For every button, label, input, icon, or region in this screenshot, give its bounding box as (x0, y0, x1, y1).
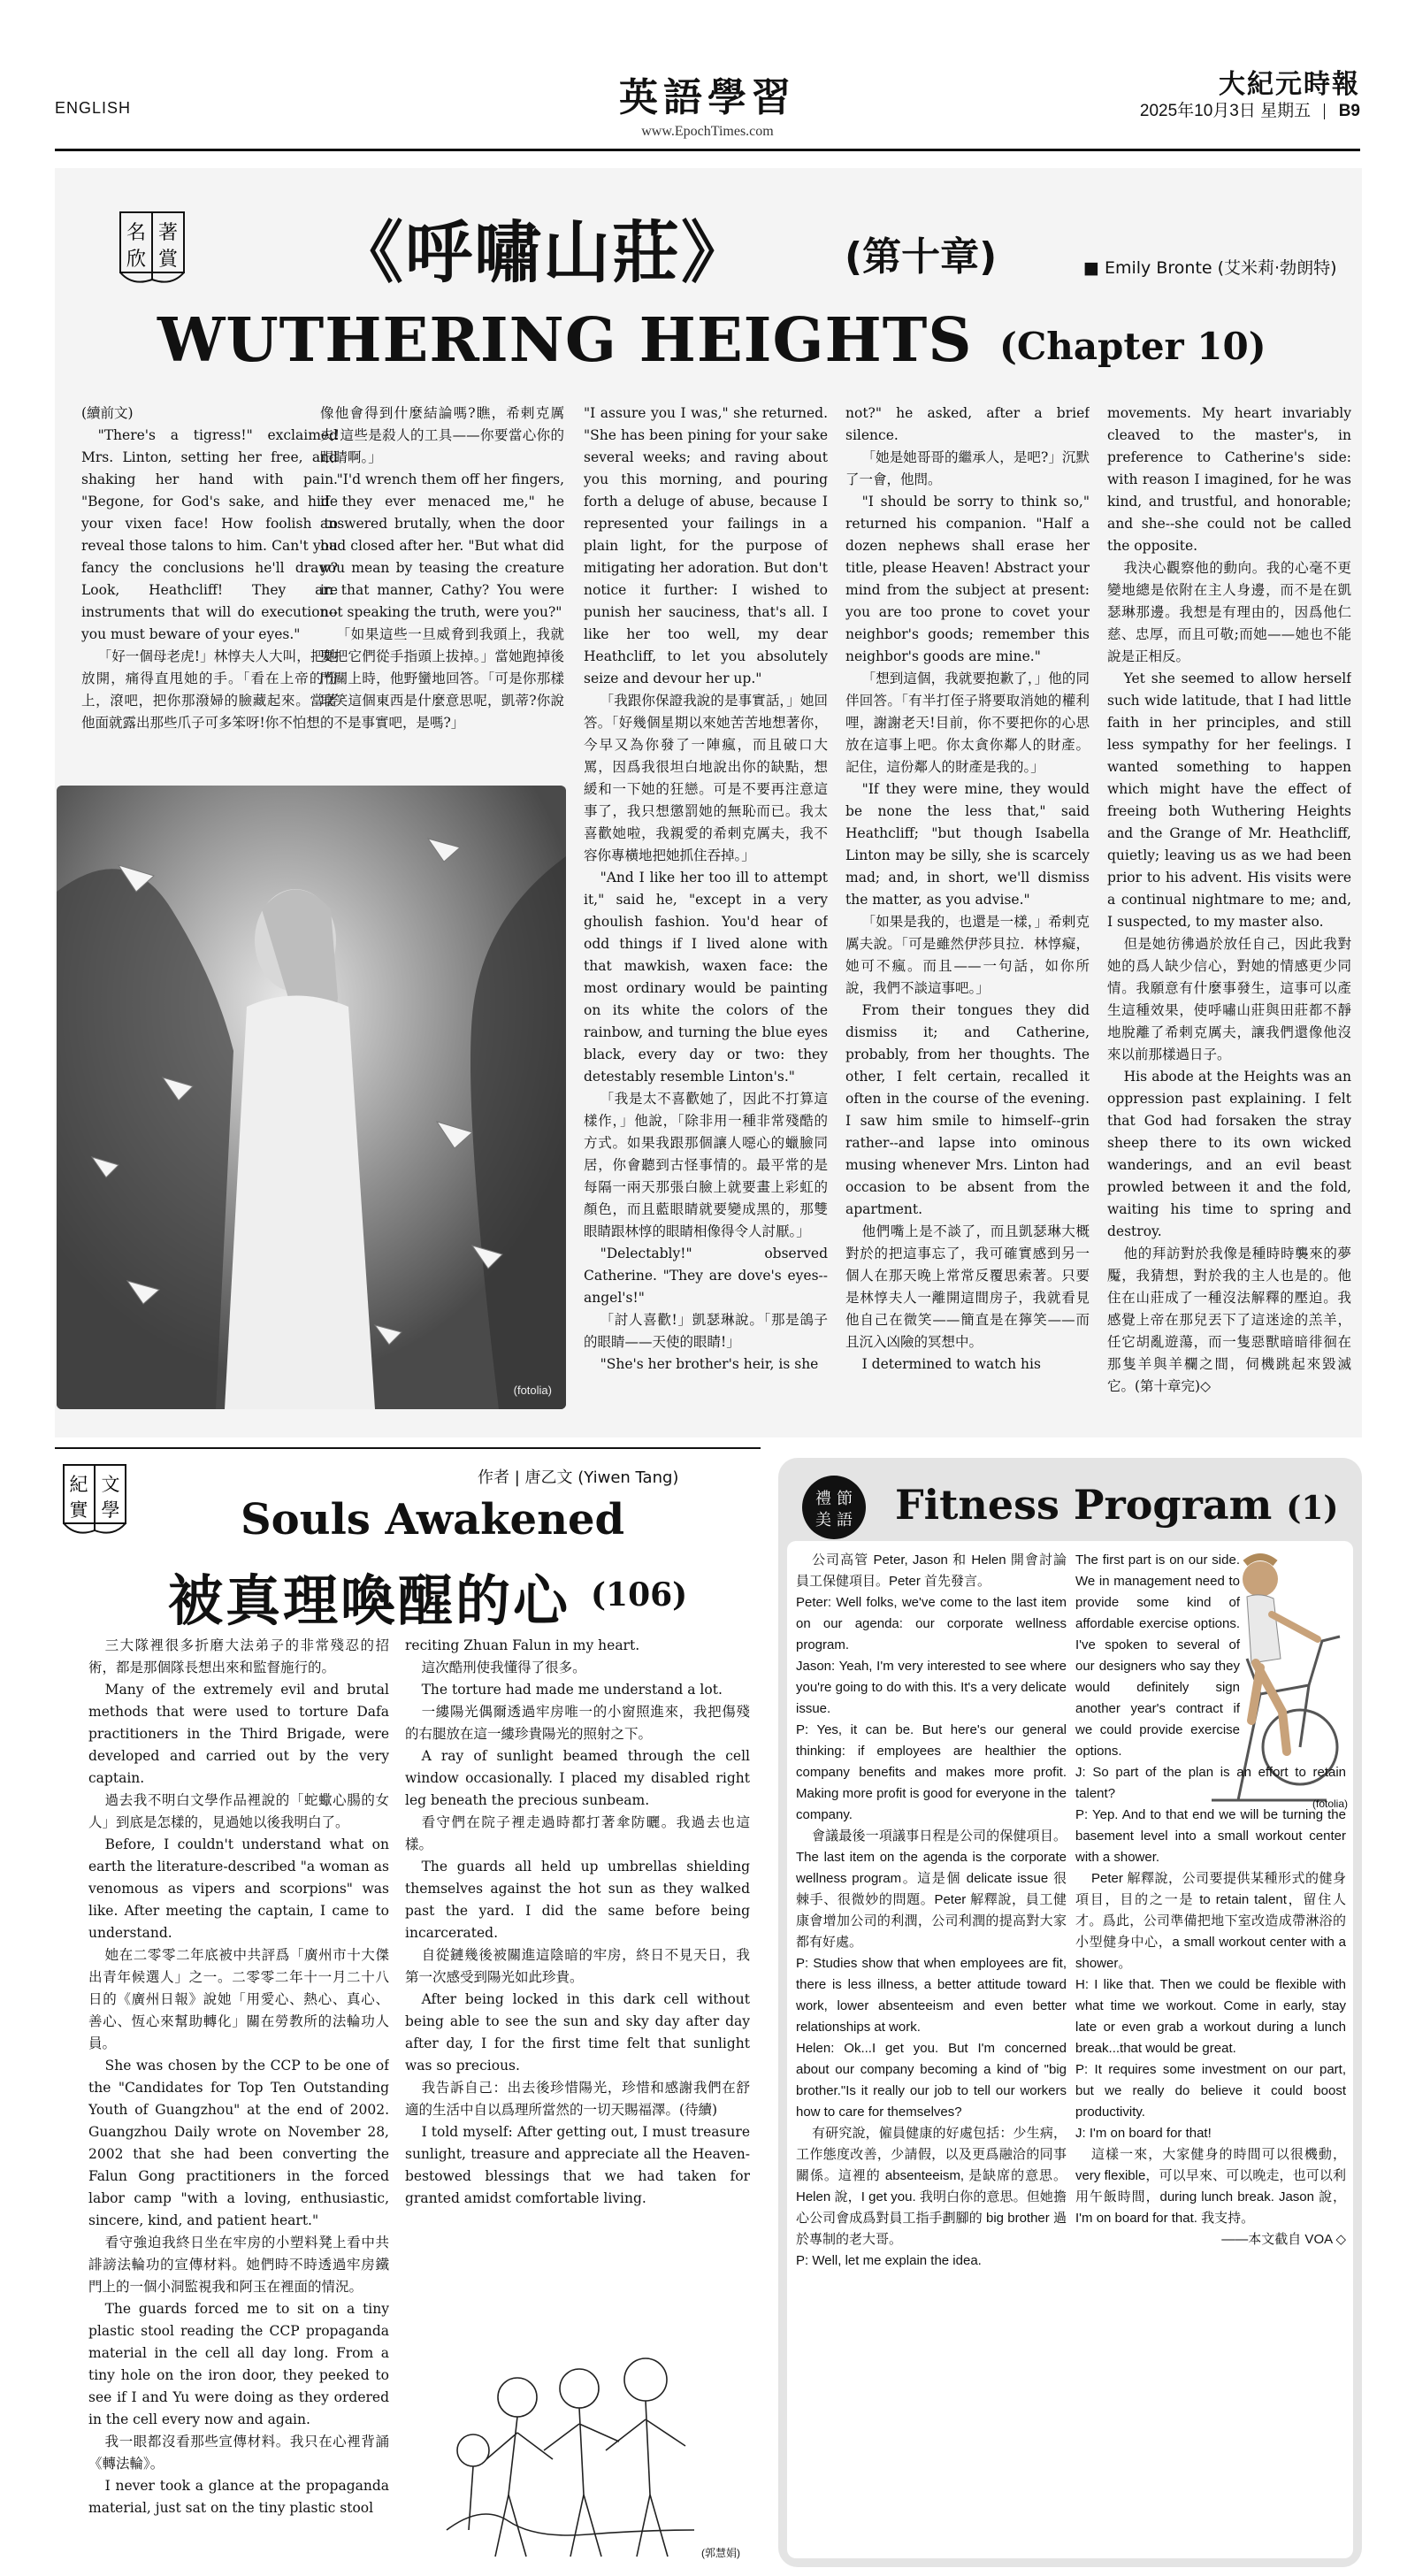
paragraph: "She's her brother's heir, is she (600, 1356, 819, 1372)
image-credit: (fotolia) (513, 1384, 552, 1397)
paragraph: not?" he asked, after a brief silence. (845, 405, 1090, 443)
paragraph: 「如果這些一旦威脅到我頭上，我就要把它們從手指頭上拔掉。」當她跑掉後門關上時，他野蠻地回答。「可是你那樣取笑這個東西是什麼意思呢，凱蒂?你說的不是事實吧，是嗎?」 (320, 626, 564, 731)
paragraph: His abode at the Heights was an oppression past explaining. I felt that God had forsaken the stray sheep there to its own wicked wanderings, and an evil beast prowled between it and the fold, waiting his time to spring and destroy. (1107, 1069, 1351, 1239)
paragraph: "Delectably!" observed Catherine. "They are dove's eyes--angel's!" (584, 1246, 828, 1306)
article-title-en: Souls Awakened (241, 1495, 625, 1545)
paragraph: The guards all held up umbrellas shielding themselves against the hot sun as they walked past the yard. I did the same before being incarcerated. (405, 1859, 750, 1941)
dialogue-line: P: Well, let me explain the idea. (796, 2253, 982, 2268)
paragraph: 三大隊裡很多折磨大法弟子的非常殘忍的招術，都是那個隊長想出來和監督施行的。 (88, 1637, 389, 1675)
image-credit: (fotolia) (1312, 1798, 1348, 1810)
paragraph: She was chosen by the CCP to be one of the "Candidates for Top Ten Outstanding Youth of Guangzhou" at the end of 2002. Guangzhou Daily wrote on November 28, 2002 that she had been converting the Falun Gong practitioners in the forced labor camp "with a loving, enthusiastic, sincere, kind, and patient heart." (88, 2058, 389, 2228)
paragraph: From their tongues they did dismiss it; and Catherine, probably, from her thoughts. The other, I felt certain, recalled it often in the course of the evening. I saw him smile to himself--grin rather--and lapse into ominous musing whenever Mrs. Linton had occasion to be absent from the apartment. (845, 1002, 1090, 1217)
paragraph: 「她是她哥哥的繼承人，是吧?」沉默了一會，他問。 (845, 449, 1090, 487)
paragraph: "And I like her too ill to attempt it," said he, "except in a very ghoulish fashion. You'd hear of odd things if I lived alone with that mawkish, waxen face: the most ordinary would be painting on its white the colors of the rainbow, and turning the blue eyes black, every day or two: they detestably resemble Linton's." (584, 870, 828, 1085)
badge-char-4: 賞 (157, 249, 179, 271)
dialogue-line: J: So part of the plan is an effort to retain talent? (1075, 1765, 1346, 1801)
paragraph: Peter 解釋說，公司要提供某種形式的健身項目，目的之一是 to retain talent，留住人才。爲此，公司準備把地下室改造成帶淋浴的小型健身中心，a small workout center with a shower。 (1075, 1871, 1346, 1971)
paragraph: movements. My heart invariably cleaved to the master's, in preference to Catherine's side: with reason I imagined, for he was kind, and trustful, and honorable; and she--she could not be called the opposite. (1107, 405, 1351, 554)
wh-column-4 (845, 402, 1090, 1420)
paragraph: 「我是太不喜歡她了，因此不打算這樣作，」他說，「除非用一種非常殘酷的方式。如果我跟那個讓人噁心的蠟臉同居，你會聽到古怪事情的。最平常的是每隔一兩天那張白臉上就要畫上彩虹的顏色，而且藍眼睛就要變成黑的，那雙眼睛跟林惇的眼睛相像得令人討厭。」 (584, 1091, 828, 1239)
paragraph: 這次酷刑使我懂得了很多。 (421, 1660, 586, 1675)
author-credit: ■ Emily Bronte (艾米莉‧勃朗特) (1083, 258, 1337, 278)
paragraph: reciting Zhuan Falun in my heart. (405, 1637, 640, 1653)
paragraph: 我決心觀察他的動向。我的心毫不更變地總是依附在主人身邊，而不是在凱瑟琳那邊。我想是有理由的，因爲他仁慈、忠厚，而且可敬;而她——她也不能說是正相反。 (1107, 560, 1351, 664)
woman-with-paper-cranes-image (57, 786, 566, 1409)
source-note: ——本文截自 VOA ◇ (1221, 2232, 1346, 2247)
classic-appreciation-badge (115, 205, 189, 287)
paragraph: 我一眼都沒看那些宣傳材料。我只在心裡背誦《轉法輪》。 (88, 2434, 389, 2472)
newspaper-name: 大紀元時報 (1219, 69, 1360, 100)
paragraph: 一縷陽光偶爾透過牢房唯一的小窗照進來，我把傷殘的右腿放在這一縷珍貴陽光的照射之下。 (405, 1704, 750, 1742)
paragraph: 看守們在院子裡走過時都打著傘防曬。我過去也這樣。 (405, 1814, 750, 1852)
badge-char-2: 文 (101, 1474, 120, 1495)
article-title-en: WUTHERING HEIGHTS (157, 305, 973, 376)
article-title-zh: 被真理喚醒的心 (168, 1568, 571, 1633)
page-title: 英語學習 (619, 75, 796, 120)
fp-column-1 (796, 1550, 1067, 2558)
wh-column-1 (81, 402, 338, 774)
badge-char-1: 名 (126, 222, 147, 244)
section-divider (55, 1447, 761, 1449)
wh-column-5 (1107, 402, 1351, 1420)
sa-column-2 (405, 1635, 750, 2320)
paragraph: Before, I couldn't understand what on earth the literature-described "a woman as venomous as vipers and scorpions" was like. After meeting the captain, I came to understand. (88, 1836, 389, 1941)
badge-char-3: 欣 (126, 249, 147, 271)
paragraph: 但是她彷彿過於放任自己，因此我對她的爲人缺少信心，對她的情感更少同情。我願意有什麼事發生，這事可以產生這種效果，使呼嘯山莊與田莊都不靜地脫離了希剌克厲夫，讓我們還像他沒來以前那樣過日子。 (1107, 936, 1351, 1062)
paragraph: 過去我不明白文學作品裡說的「蛇蠍心腸的女人」到底是怎樣的，見過她以後我明白了。 (88, 1792, 389, 1830)
paragraph: 自從鏈幾後被關進這陰暗的牢房，終日不見天日，我第一次感受到陽光如此珍貴。 (405, 1947, 750, 1985)
paragraph: "There's a tigress!" exclaimed Mrs. Linton, setting her free, and shaking her hand with pain. "Begone, for God's sake, and hide your vixen face! How foolish to reveal those talons to him. Can't you fancy the conclusions he'll draw? Look, Heathcliff! They are instruments that will do execution--you must beware of your eyes." (81, 427, 338, 642)
dialogue-line: P: It requires some investment on our part, but we really do believe it could boost productivity. (1075, 2062, 1346, 2120)
dialogue-line: The first part is on our side. We in management need to provide some kind of affordable exercise options. I've spoken to several of our designers who say they would definitely sign another year's contract if we could provide exercise options. (1075, 1552, 1240, 1759)
badge-char-4: 學 (101, 1499, 120, 1521)
paragraph: The torture had made me understand a lot. (421, 1682, 723, 1698)
dialogue-line: H: I like that. Then we could be flexible with what time we workout. Come in early, stay late or even grab a workout during a lunch break...that would be great. (1075, 1977, 1346, 2056)
dialogue-line: Helen: Ok...I get you. But I'm concerned about our company becoming a kind of "big brother."Is it really our job to tell our workers how to care for themselves? (796, 2041, 1067, 2120)
image-credit: (郭慧娟) (701, 2547, 740, 2559)
sa-column-1 (88, 1635, 389, 2567)
author-byline: 作者 | 唐乙文 (Yiwen Tang) (478, 1468, 679, 1487)
date-text: 2025年10月3日 星期五 (1139, 102, 1312, 120)
paragraph: The guards forced me to sit on a tiny plastic stool reading the CCP propaganda material in the cell all day long. From a tiny hole on the iron door, they peeked to see if I and Yu were doing as they ordered in the cell every now and again. (88, 2301, 389, 2427)
paragraph: I never took a glance at the propaganda material, just sat on the tiny plastic stool (88, 2478, 389, 2516)
page-number: B9 (1338, 102, 1360, 120)
dialogue-line: P: Studies show that when employees are fit, there is less illness, a better attitude toward work, lower absenteeism and even better relationships at work. (796, 1956, 1067, 2035)
article-title-text: Fitness Program (895, 1481, 1273, 1529)
paragraph: 我告訴自己：出去後珍惜陽光，珍惜和感謝我們在舒適的生活中自以爲理所當然的一切天賜福澤。(待續) (405, 2080, 750, 2118)
paragraph: 他的拜訪對於我像是種時時襲來的夢魘，我猜想，對於我的主人也是的。他住在山莊成了一種沒法解釋的壓迫。我感覺上帝在那兒丟下了這迷途的羔羊，任它胡亂遊蕩，而一隻惡獸暗暗徘徊在那隻羊與羊欄之間，伺機跳起來毀滅它。(第十章完)◇ (1107, 1246, 1351, 1394)
paragraph: 他們嘴上是不談了，而且凱瑟琳大概對於的把這事忘了，我可確實感到另一個人在那天晚上常常反覆思索著。只要是林惇夫人一離開這間房子，我就看見他自己在微笑——簡直是在獰笑——而且沉入凶險的冥想中。 (845, 1223, 1090, 1350)
paragraph: 有研究說，僱員健康的好處包括：少生病，工作態度改善，少請假，以及更爲融洽的同事關係。這裡的 absenteeism, 是缺席的意思。Helen 說，I get you. 我明白你的意思。但她擔心公司會成爲對員工指手劃腳的 big brother 過於專制的老大哥。 (796, 2126, 1067, 2247)
paragraph: "I'd wrench them off her fingers, if they ever menaced me," he answered brutally, when the door had closed after her. "But what did you mean by teasing the creature in that manner, Cathy? You were not speaking the truth, were you?" (320, 472, 564, 620)
paragraph: I determined to watch his (861, 1356, 1041, 1372)
paragraph: 看守強迫我終日坐在牢房的小塑料凳上看中共誹謗法輪功的宣傳材料。她們時不時透過牢房鐵門上的一個小洞監視我和阿玉在裡面的情況。 (88, 2235, 389, 2295)
paragraph: 「想到這個，我就要抱歉了，」他的同伴回答。「有半打侄子將要取消她的權利哩，謝謝老天!目前，你不要把你的心思放在這事上吧。你太貪你鄰人的財產。記住，這份鄰人的財產是我的。」 (845, 671, 1090, 775)
documentary-literature-badge (58, 1458, 131, 1537)
chapter-label-zh: (第十章) (845, 234, 998, 280)
wh-column-3 (584, 402, 828, 1420)
paragraph: 會議最後一項議事日程是公司的保健項目。The last item on the agenda is the corporate wellness program。這是個 delicate issue 很棘手、很微妙的問題。Peter 解釋說，員工健康會增加公司的利潤，公司利潤的提高對大家都有好處。 (796, 1828, 1067, 1950)
badge-char-2: 節 (837, 1490, 853, 1508)
badge-char-3: 實 (69, 1499, 88, 1521)
wh-column-2 (320, 402, 564, 774)
paragraph: 公司高管 Peter, Jason 和 Helen 開會討論員工保健項目。Peter 首先發言。 (796, 1552, 1067, 1589)
dialogue-line: P: Yes, it can be. But here's our general thinking: if employees are healthier the company benefits and makes more profit. Making more profit is good for everyone in the company. (796, 1722, 1067, 1822)
paragraph: After being locked in this dark cell without being able to see the sun and sky day after day after day, I for the first time felt that sunlight was so precious. (405, 1991, 750, 2074)
fp-column-2 (1075, 1550, 1346, 2558)
paragraph: 「討人喜歡!」凱瑟琳說。「那是鴿子的眼睛——天使的眼睛!」 (584, 1312, 828, 1350)
paragraph: Many of the extremely evil and brutal methods that were used to torture Dafa practitioners in the Third Brigade, were developed and carried out by the very captain. (88, 1682, 389, 1786)
paragraph: Yet she seemed to allow herself such wide latitude, that I had little faith in her principles, and still less sympathy for her feelings. I wanted something to happen which might have the effect of freeing both Wuthering Heights and the Grange of Mr. Heathcliff, quietly; leaving us as we had been prior to his advent. His visits were a continual nightmare to me; and, I suspected, to my master also. (1107, 671, 1351, 930)
article-title (895, 1481, 1338, 1529)
prison-sketch-illustration (411, 2327, 747, 2565)
installment-number: (1) (1286, 1490, 1339, 1527)
paragraph: "I should be sorry to think so," returned his companion. "Half a dozen nephews shall erase her title, please Heaven! Abstract your mind from the subject at present: you are too prone to covet your neighbor's goods; remember this neighbor's goods are mine." (845, 494, 1090, 664)
chapter-label-en: (Chapter 10) (999, 325, 1266, 368)
site-url[interactable]: www.EpochTimes.com (641, 124, 774, 139)
section-label: ENGLISH (55, 99, 132, 117)
badge-char-3: 美 (815, 1511, 831, 1530)
paragraph: "I assure you I was," she returned. "She has been pining for your sake several weeks; and raving about you this morning, and pouring forth a deluge of abuse, because I represented your failings in a plain light, for the purpose of mitigating her adoration. But don't notice it further: I wished to punish her sauciness, that's all. I like her too well, my dear Heathcliff, to let you absolutely seize and devour her up." (584, 405, 828, 686)
badge-char-4: 語 (837, 1511, 853, 1530)
issue-date (1140, 97, 1360, 121)
dialogue-line: J: I'm on board for that! (1075, 2126, 1212, 2141)
paragraph: 她在二零零二年底被中共評爲「廣州市十大傑出青年候選人」之一。二零零二年十一月二十八日的《廣州日報》說她「用愛心、熱心、真心、善心、恆心來幫助轉化」關在勞教所的法輪功人員。 (88, 1947, 389, 2051)
badge-char-1: 紀 (69, 1474, 88, 1495)
dialogue-line: P: Yep. And to that end we will be turning the basement level into a small workout center with a shower. (1075, 1807, 1346, 1865)
paragraph: I told myself: After getting out, I must treasure sunlight, treasure and appreciate all the Heaven-bestowed blessings that we had taken for granted amidst comfortable living. (405, 2124, 750, 2206)
paragraph: "If they were mine, they would be none the less that," said Heathcliff; "but though Isabella Linton may be silly, she is scarcely mad; and, in short, we'll dismiss the matter, as you advise." (845, 781, 1090, 908)
paragraph: (續前文) (81, 405, 134, 421)
masthead-divider (55, 149, 1360, 151)
paragraph: 「如果是我的，也還是一樣，」希剌克厲夫說。「可是雖然伊莎貝拉．林惇癡，她可不瘋。而且——一句話，如你所說，我們不談這事吧。」 (845, 914, 1090, 996)
paragraph: 「我跟你保證我說的是事實話，」她回答。「好幾個星期以來她苦苦地想著你，今早又為你發了一陣瘋，而且破口大罵，因爲我很坦白地說出你的缺點，想緩和一下她的狂戀。可是不要再注意這事了，我只想懲罰她的無恥而已。我太喜歡她啦，我親愛的希剌克厲夫，我不容你專橫地把她抓住吞掉。」 (584, 693, 828, 863)
dialogue-line: Peter: Well folks, we've come to the last item on our agenda: our corporate wellness program. (796, 1595, 1067, 1652)
paragraph: 像他會得到什麼結論嗎?瞧，希剌克厲夫!這些是殺人的工具——你要當心你的眼睛啊。」 (320, 405, 564, 465)
installment-number: (106) (591, 1576, 688, 1614)
paragraph: 這樣一來，大家健身的時間可以很機動，very flexible，可以早來、可以晚走，也可以利用午飯時間，during lunch break. Jason 說，I'm on board for that. 我支持。 (1075, 2147, 1346, 2226)
badge-char-2: 著 (157, 222, 179, 244)
etiquette-english-badge (800, 1474, 868, 1541)
paragraph: 「好一個母老虎!」林惇夫人大叫，把她放開，痛得直甩她的手。「看在上帝的份上，滾吧，把你那潑婦的臉藏起來。當著他面就露出那些爪子可多笨呀!你不怕想 (81, 648, 338, 731)
paragraph: A ray of sunlight beamed through the cell window occasionally. I placed my disabled right leg beneath the precious sunbeam. (405, 1748, 750, 1808)
article-title-zh: 《呼嘯山莊》 (336, 213, 750, 292)
badge-char-1: 禮 (815, 1490, 831, 1508)
dialogue-line: Jason: Yeah, I'm very interested to see where you're going to do with this. It's a very delicate issue. (796, 1659, 1067, 1716)
